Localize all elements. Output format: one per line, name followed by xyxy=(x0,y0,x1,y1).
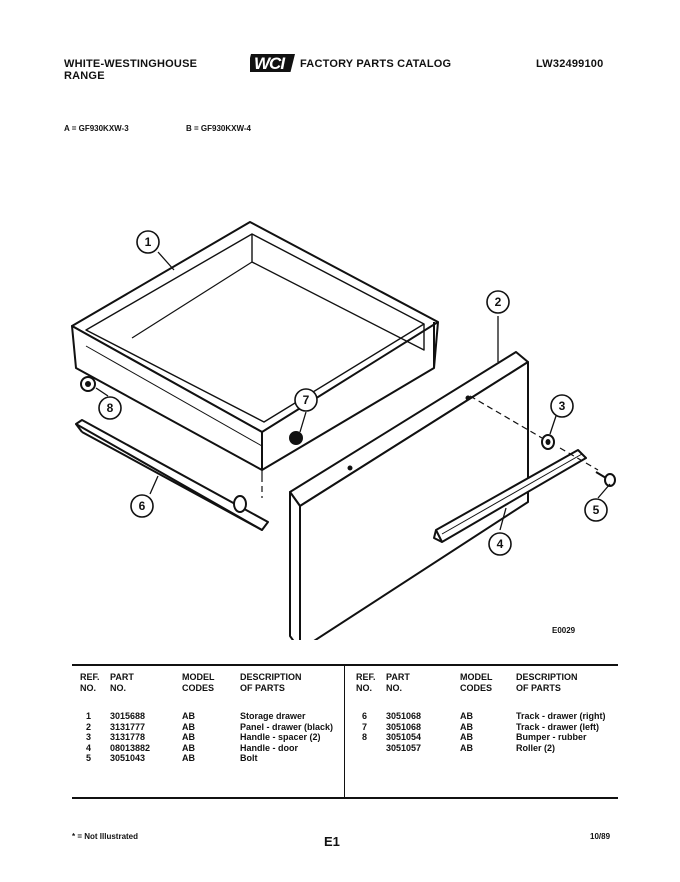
brand-line-1: WHITE-WESTINGHOUSE xyxy=(64,58,198,70)
header-desc: DESCRIPTION OF PARTS xyxy=(240,672,302,693)
catalog-title: FACTORY PARTS CATALOG xyxy=(300,58,452,70)
table-cell: Track - drawer (left) xyxy=(516,721,600,732)
table-cell: Roller (2) xyxy=(516,742,556,753)
table-cell: AB xyxy=(460,721,473,732)
table-cell: AB xyxy=(182,742,195,753)
table-cell: 2 xyxy=(86,721,92,732)
page-number: E1 xyxy=(324,834,340,849)
table-cell: 4 xyxy=(86,742,92,753)
table-cell: 3051057 xyxy=(386,742,422,753)
right-desc-column xyxy=(516,711,606,753)
table-cell: 3015688 xyxy=(110,711,146,721)
callout-4: 4 xyxy=(496,537,504,551)
table-cell: AB xyxy=(182,711,195,721)
callout-7: 7 xyxy=(302,393,310,407)
table-cell: 5 xyxy=(86,753,92,763)
header-part-right: PART NO. xyxy=(386,672,410,693)
table-cell: 3131777 xyxy=(110,721,146,732)
table-cell: 3051068 xyxy=(386,711,422,721)
table-cell: AB xyxy=(182,732,195,742)
header-part: PART NO. xyxy=(110,672,134,693)
header-ref-right: REF. NO. xyxy=(356,672,376,693)
header-model-right: MODEL CODES xyxy=(460,672,493,693)
table-cell: 08013882 xyxy=(110,742,151,753)
table-cell: Panel - drawer (black) xyxy=(240,721,334,732)
table-cell: AB xyxy=(182,753,195,763)
callout-2: 2 xyxy=(494,295,502,309)
left-model-column xyxy=(182,711,195,764)
header-desc-right: DESCRIPTION OF PARTS xyxy=(516,672,578,693)
right-part-column xyxy=(386,711,421,753)
table-cell: 3051054 xyxy=(386,732,422,742)
table-cell: AB xyxy=(460,711,473,721)
table-cell: Bolt xyxy=(240,753,258,763)
table-cell: Bumper - rubber xyxy=(516,732,587,742)
model-a: A = GF930KXW-3 xyxy=(64,124,129,133)
footnote: * = Not Illustrated xyxy=(72,832,139,841)
right-model-column xyxy=(460,711,473,753)
left-desc-column xyxy=(240,711,333,764)
header-ref: REF. NO. xyxy=(80,672,100,693)
left-part-column xyxy=(110,711,150,764)
right-ref-column xyxy=(362,711,367,743)
table-cell: Track - drawer (right) xyxy=(516,711,606,721)
callout-5: 5 xyxy=(592,503,600,517)
table-cell: 3 xyxy=(86,732,92,742)
table-cell: AB xyxy=(460,742,473,753)
table-cell: Storage drawer xyxy=(240,711,306,721)
table-cell: 8 xyxy=(362,732,368,742)
header-model: MODEL CODES xyxy=(182,672,215,693)
left-ref-column xyxy=(86,711,91,764)
table-cell: 7 xyxy=(362,721,368,732)
table-cell: AB xyxy=(460,732,473,742)
table-cell: 1 xyxy=(86,711,92,721)
callout-1: 1 xyxy=(144,235,152,249)
callout-3: 3 xyxy=(558,399,566,413)
brand-line-2: RANGE xyxy=(64,70,105,82)
revision-date: 10/89 xyxy=(590,832,611,841)
table-cell: AB xyxy=(182,721,195,732)
table-cell: Handle - spacer (2) xyxy=(240,732,321,742)
table-cell: 3131778 xyxy=(110,732,146,742)
catalog-number: LW32499100 xyxy=(536,58,604,70)
table-cell: 6 xyxy=(362,711,368,721)
model-b: B = GF930KXW-4 xyxy=(186,124,251,133)
table-cell: Handle - door xyxy=(240,742,298,753)
table-cell: 3051068 xyxy=(386,721,422,732)
table-cell: 3051043 xyxy=(110,753,146,763)
callout-8: 8 xyxy=(106,401,114,415)
callout-6: 6 xyxy=(138,499,146,513)
figure-code: E0029 xyxy=(552,626,576,635)
logo-text: WCI xyxy=(254,54,285,73)
